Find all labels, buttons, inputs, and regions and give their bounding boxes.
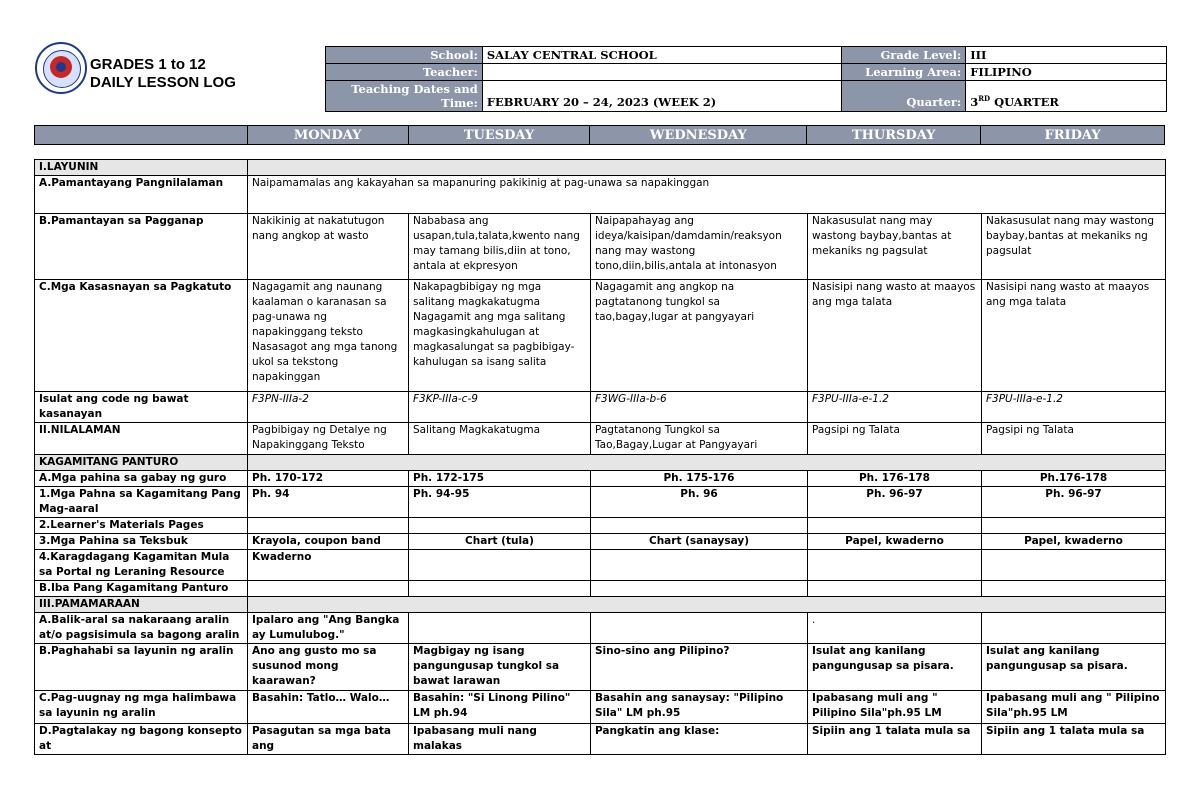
paghahabi-wed: Sino-sino ang Pilipino? — [591, 644, 808, 691]
paghahabi-mon: Ano ang gusto mo sa susunod mong kaarawan? — [248, 644, 409, 691]
lm-wed — [591, 518, 808, 534]
section-pamamaraan: III.PAMAMARAAN — [35, 597, 248, 613]
days-header-table — [34, 125, 1165, 145]
kasanayan-label: C.Mga Kasasnayan sa Pagkatuto — [35, 280, 248, 392]
teksbuk-tue: Chart (tula) — [409, 534, 591, 550]
pagtalakay-wed: Pangkatin ang klase: — [591, 724, 808, 755]
nilalaman-fri: Pagsipi ng Talata — [982, 423, 1166, 455]
kasanayan-wed: Nagagamit ang angkop na pagtatanong tungkol sa tao,bagay,lugar at pangyayari — [591, 280, 808, 392]
quarter-sup: RD — [978, 94, 991, 104]
section-layunin: I.LAYUNIN — [35, 160, 248, 176]
karagdagang-fri — [982, 550, 1166, 581]
teksbuk-wed: Chart (sanaysay) — [591, 534, 808, 550]
code-label: Isulat ang code ng bawat kasanayan — [35, 392, 248, 423]
deped-seal-logo — [35, 42, 87, 94]
paguugnay-mon: Basahin: Tatlo… Walo… — [248, 691, 409, 724]
dates-label-line2: Time: — [441, 96, 478, 110]
gabay-wed: Ph. 175-176 — [591, 471, 808, 487]
pagganap-wed: Naipapahayag ang ideya/kaisipan/damdamin/reaksyon nang may wastong tono,diin,bilis,antala at intonasyon — [591, 214, 808, 280]
dates-value: FEBRUARY 20 – 24, 2023 (WEEK 2) — [482, 81, 841, 112]
iba-tue — [409, 581, 591, 597]
lm-tue — [409, 518, 591, 534]
day-thursday: THURSDAY — [807, 126, 981, 145]
grade-label: Grade Level: — [842, 47, 966, 64]
seal-center — [56, 62, 66, 72]
section-layunin-blank — [248, 160, 1166, 176]
header-info-table — [325, 46, 1167, 112]
kasanayan-fri: Nasisipi nang wasto at maayos ang mga talata — [982, 280, 1166, 392]
balik-label: A.Balik-aral sa nakaraang aralin at/o pagsisimula sa bagong aralin — [35, 613, 248, 644]
teksbuk-fri: Papel, kwaderno — [982, 534, 1166, 550]
kasanayan-tue: Nakapagbibigay ng mga salitang magkakatugma Nagagamit ang mga salitang magkasingkahulugan at magkasalungat sa pagbibigay-kahulugan sa isang salita — [409, 280, 591, 392]
doc-title-line1: GRADES 1 to 12 — [90, 56, 206, 73]
kasanayan-thu: Nasisipi nang wasto at maayos ang mga talata — [808, 280, 982, 392]
paguugnay-wed: Basahin ang sanaysay: "Pilipino Sila" LM ph.95 — [591, 691, 808, 724]
gabay-tue: Ph. 172-175 — [409, 471, 591, 487]
pagganap-label: B.Pamantayan sa Pagganap — [35, 214, 248, 280]
kag-pang-fri: Ph. 96-97 — [982, 487, 1166, 518]
pagganap-tue: Nababasa ang usapan,tula,talata,kwento nang may tamang bilis,diin at tono, antala at ekpresyon — [409, 214, 591, 280]
paguugnay-label: C.Pag-uugnay ng mga halimbawa sa layunin ng aralin — [35, 691, 248, 724]
section-kagamitan: KAGAMITANG PANTURO — [35, 455, 248, 471]
lm-thu — [808, 518, 982, 534]
day-wednesday: WEDNESDAY — [590, 126, 807, 145]
nilalaman-label: II.NILALAMAN — [35, 423, 248, 455]
iba-wed — [591, 581, 808, 597]
teksbuk-mon: Krayola, coupon band — [248, 534, 409, 550]
pagtalakay-tue: Ipabasang muli nang malakas — [409, 724, 591, 755]
iba-thu — [808, 581, 982, 597]
day-tuesday: TUESDAY — [408, 126, 590, 145]
school-label: School: — [326, 47, 483, 64]
gabay-label: A.Mga pahina sa gabay ng guro — [35, 471, 248, 487]
days-corner-cell — [35, 126, 248, 145]
lesson-log-table — [34, 159, 1166, 755]
balik-wed — [591, 613, 808, 644]
paghahabi-thu: Isulat ang kanilang pangungusap sa pisara. — [808, 644, 982, 691]
quarter-value — [966, 81, 1167, 112]
karagdagang-thu — [808, 550, 982, 581]
balik-tue — [409, 613, 591, 644]
kag-pang-thu: Ph. 96-97 — [808, 487, 982, 518]
paguugnay-fri: Ipabasang muli ang " Pilipino Sila"ph.95 LM — [982, 691, 1166, 724]
nilalaman-mon: Pagbibigay ng Detalye ng Napakinggang Teksto — [248, 423, 409, 455]
paghahabi-label: B.Paghahabi sa layunin ng aralin — [35, 644, 248, 691]
section-pamamaraan-blank — [248, 597, 1166, 613]
iba-mon — [248, 581, 409, 597]
quarter-rest: QUARTER — [990, 95, 1059, 109]
lm-label: 2.Learner's Materials Pages — [35, 518, 248, 534]
karagdagang-wed — [591, 550, 808, 581]
teksbuk-label: 3.Mga Pahina sa Teksbuk — [35, 534, 248, 550]
code-tue: F3KP-IIIa-c-9 — [409, 392, 591, 423]
teksbuk-thu: Papel, kwaderno — [808, 534, 982, 550]
paguugnay-thu: Ipabasang muli ang " Pilipino Sila"ph.95 LM — [808, 691, 982, 724]
lm-fri — [982, 518, 1166, 534]
gabay-thu: Ph. 176-178 — [808, 471, 982, 487]
code-mon: F3PN-IIIa-2 — [248, 392, 409, 423]
dates-label — [326, 81, 483, 112]
code-wed: F3WG-IIIa-b-6 — [591, 392, 808, 423]
nilalaman-tue: Salitang Magkakatugma — [409, 423, 591, 455]
pamantayang-value: Naipamamalas ang kakayahan sa mapanuring pakikinig at pag-unawa sa napakinggan — [248, 176, 1166, 214]
iba-fri — [982, 581, 1166, 597]
quarter-num: 3 — [970, 95, 979, 109]
lm-mon — [248, 518, 409, 534]
dates-label-line1: Teaching Dates and — [351, 82, 478, 96]
pagganap-fri: Nakasusulat nang may wastong baybay,bantas at mekaniks ng pagsulat — [982, 214, 1166, 280]
karagdagang-label: 4.Karagdagang Kagamitan Mula sa Portal ng Leraning Resource — [35, 550, 248, 581]
paguugnay-tue: Basahin: "Si Linong Pilino" LM ph.94 — [409, 691, 591, 724]
pagtalakay-label: D.Pagtalakay ng bagong konsepto at — [35, 724, 248, 755]
pagtalakay-fri: Sipiin ang 1 talata mula sa — [982, 724, 1166, 755]
pagganap-mon: Nakikinig at nakatutugon nang angkop at wasto — [248, 214, 409, 280]
teacher-label: Teacher: — [326, 64, 483, 81]
balik-mon: Ipalaro ang "Ang Bangka ay Lumulubog." — [248, 613, 409, 644]
paghahabi-fri: Isulat ang kanilang pangungusap sa pisara. — [982, 644, 1166, 691]
kasanayan-mon: Nagagamit ang naunang kaalaman o karanasan sa pag-unawa ng napakinggang teksto Nasasagot ang mga tanong ukol sa tekstong napakinggan — [248, 280, 409, 392]
kag-pang-label: 1.Mga Pahna sa Kagamitang Pang Mag-aaral — [35, 487, 248, 518]
gabay-fri: Ph.176-178 — [982, 471, 1166, 487]
section-kagamitan-blank — [248, 455, 1166, 471]
paghahabi-tue: Magbigay ng isang pangungusap tungkol sa bawat larawan — [409, 644, 591, 691]
day-monday: MONDAY — [247, 126, 408, 145]
iba-label: B.Iba Pang Kagamitang Panturo — [35, 581, 248, 597]
pagtalakay-thu: Sipiin ang 1 talata mula sa — [808, 724, 982, 755]
pagganap-thu: Nakasusulat nang may wastong baybay,bantas at mekaniks ng pagsulat — [808, 214, 982, 280]
kag-pang-tue: Ph. 94-95 — [409, 487, 591, 518]
code-fri: F3PU-IIIa-e-1.2 — [982, 392, 1166, 423]
teacher-value — [482, 64, 841, 81]
quarter-label: Quarter: — [842, 81, 966, 112]
learning-area-value: FILIPINO — [966, 64, 1167, 81]
kag-pang-mon: Ph. 94 — [248, 487, 409, 518]
karagdagang-tue — [409, 550, 591, 581]
day-friday: FRIDAY — [981, 126, 1165, 145]
grade-value: III — [966, 47, 1167, 64]
nilalaman-thu: Pagsipi ng Talata — [808, 423, 982, 455]
balik-fri — [982, 613, 1166, 644]
pamantayang-label: A.Pamantayang Pangnilalaman — [35, 176, 248, 214]
learning-area-label: Learning Area: — [842, 64, 966, 81]
nilalaman-wed: Pagtatanong Tungkol sa Tao,Bagay,Lugar at Pangyayari — [591, 423, 808, 455]
school-value: SALAY CENTRAL SCHOOL — [482, 47, 841, 64]
karagdagang-mon: Kwaderno — [248, 550, 409, 581]
kag-pang-wed: Ph. 96 — [591, 487, 808, 518]
code-thu: F3PU-IIIa-e-1.2 — [808, 392, 982, 423]
gabay-mon: Ph. 170-172 — [248, 471, 409, 487]
doc-title-line2: DAILY LESSON LOG — [90, 74, 236, 91]
pagtalakay-mon: Pasagutan sa mga bata ang — [248, 724, 409, 755]
balik-thu: . — [808, 613, 982, 644]
